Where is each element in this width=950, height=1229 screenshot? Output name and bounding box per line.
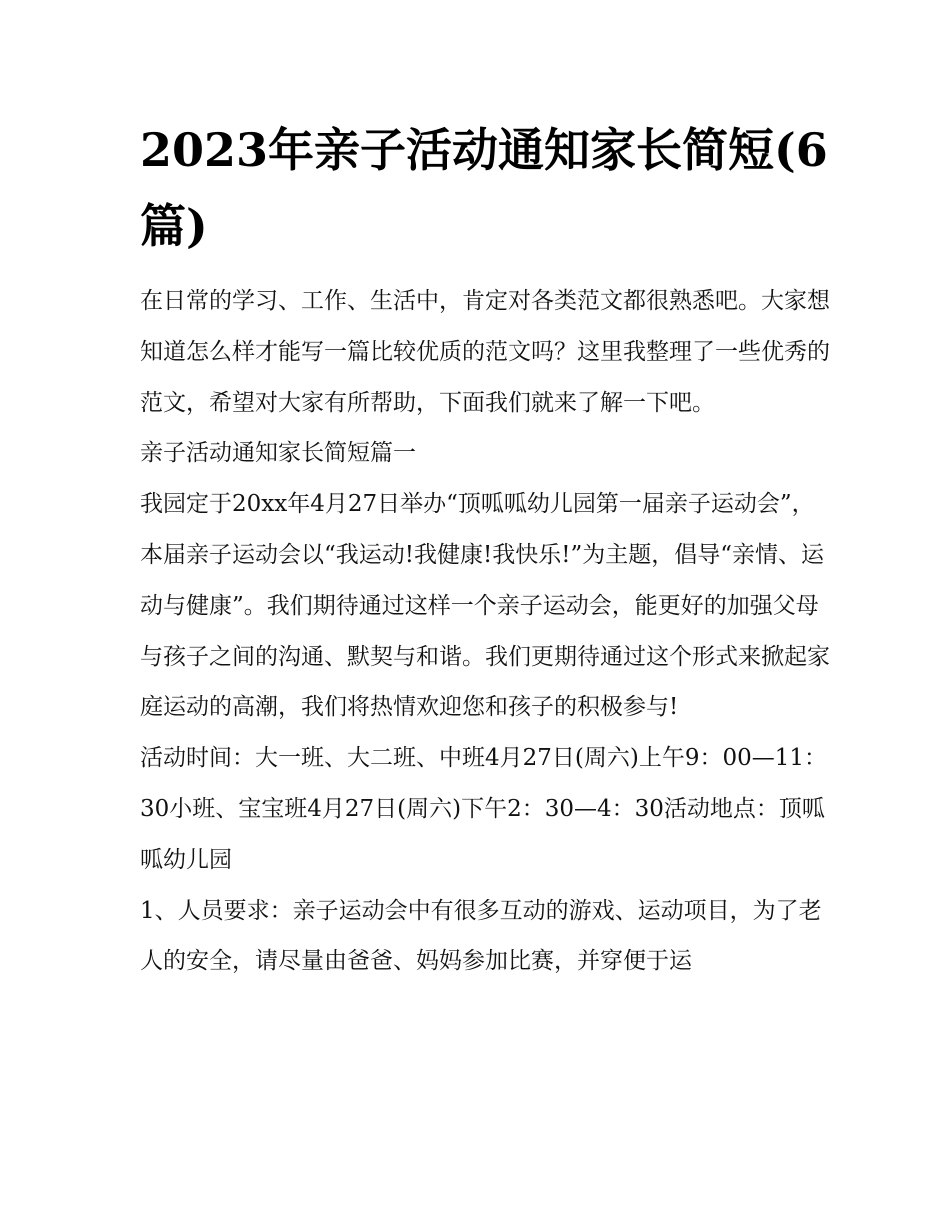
section-heading: 亲子活动通知家长简短篇一 [140, 440, 416, 467]
intro-paragraph: 在日常的学习、工作、生活中，肯定对各类范文都很熟悉吧。大家想知道怎么样才能写一篇比较优质的范文吗？这里我整理了一些优秀的范文，希望对大家有所帮助，下面我们就来了解一下吧。 [140, 288, 830, 416]
schedule-paragraph: 活动时间：大一班、大二班、中班4月27日(周六)上午9：00—11：30小班、宝宝班4月27日(周六)下午2：30—4：30活动地点：顶呱呱幼儿园 [140, 745, 828, 873]
notice-paragraph: 我园定于20xx年4月27日举办“顶呱呱幼儿园第一届亲子运动会”，本届亲子运动会以“我运动!我健康!我快乐!”为主题，倡导“亲情、运动与健康”。我们期待通过这样一个亲子运动会，能更好的加强父母与孩子之间的沟通、默契与和谐。我们更期待通过这个形式来掀起家庭运动的高潮，我们将热情欢迎您和孩子的积极参与! [140, 491, 830, 721]
requirement-paragraph: 1、人员要求：亲子运动会中有很多互动的游戏、运动项目，为了老人的安全，请尽量由爸爸、妈妈参加比赛，并穿便于运 [140, 897, 822, 975]
document-body [140, 276, 830, 987]
document-title: 2023年亲子活动通知家长简短(6篇) [140, 123, 828, 253]
